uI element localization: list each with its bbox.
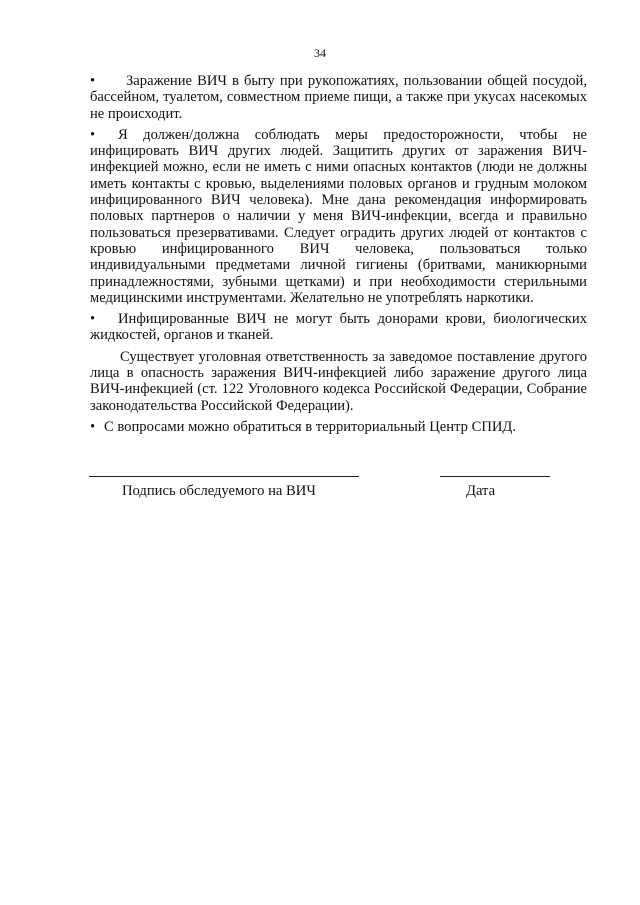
- date-caption: Дата: [466, 483, 496, 499]
- date-line: [440, 476, 550, 477]
- item-text: Заражение ВИЧ в быту при рукопожатиях, пользовании общей посудой, бассейном, туалетом, совместном приеме пищи, а также при укусах насекомых не происходит.: [90, 73, 587, 122]
- signature-line: [89, 476, 359, 477]
- bullet-icon: •: [90, 126, 96, 143]
- signature-caption: Подпись обследуемого на ВИЧ: [122, 483, 316, 499]
- item-text: Инфицированные ВИЧ не могут быть донорами крови, биологических жидкостей, органов и тканей.: [90, 311, 587, 344]
- page-number: 34: [314, 46, 326, 60]
- liability-paragraph: Существует уголовная ответственность за заведомое поставление другого лица в опасность заражения ВИЧ-инфекцией либо заражение другого лица ВИЧ-инфекцией (ст. 122 Уголовного кодекса Российской Федерации, Собрание законодательства Российской Федерации).: [90, 348, 587, 414]
- item-text: Я должен/должна соблюдать меры предосторожности, чтобы не инфицировать ВИЧ других людей. Защитить других от заражения ВИЧ-инфекцией можно, если не иметь с ними опасных контактов (люди не должны иметь контакты с кровью, выделениями половых органов и грудным молоком инфицированного ВИЧ человека). Мне дана рекомендация информировать половых партнеров о наличии у меня ВИЧ-инфекции, всегда и правильно пользоваться презервативами. Следует оградить других людей от контактов с кровью инфицированного ВИЧ человека, пользоваться только индивидуальными предметами личной гигиены (бритвами, маникюрными принадлежностями, зубными щетками) и при необходимости стерильными медицинскими инструментами. Желательно не употреблять наркотики.: [90, 126, 587, 306]
- bullet-icon: •: [90, 311, 96, 328]
- bullet-icon: •: [90, 418, 96, 435]
- item-text: С вопросами можно обратиться в территориальный Центр СПИД.: [104, 418, 516, 435]
- bullet-icon: •: [90, 73, 96, 89]
